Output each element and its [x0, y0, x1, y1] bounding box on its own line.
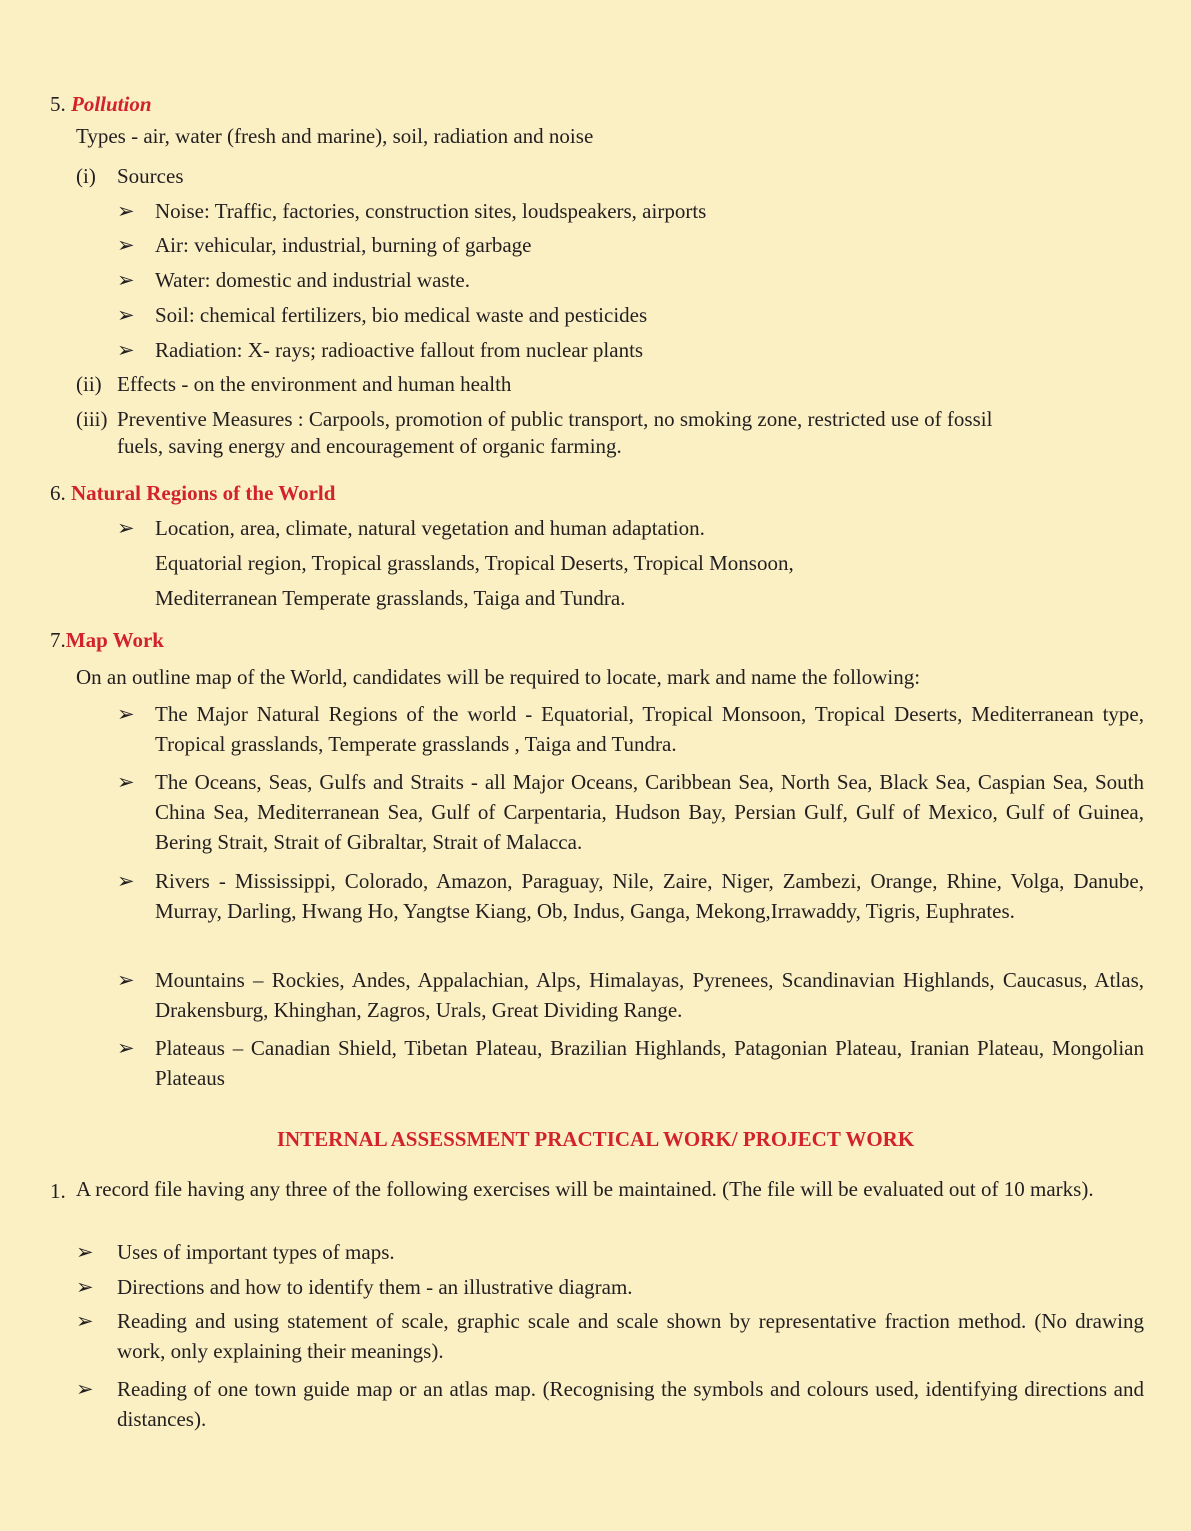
arrow-bullet-icon: ➢: [117, 516, 135, 540]
list-item-text: Rivers - Mississippi, Colorado, Amazon, Paraguay, Nile, Zaire, Niger, Zambezi, Orange, Rhine, Volga, Danube, Murray, Darling, Hwang Ho, Yangtse Kiang, Ob, Indus, Ganga, Mekong,Irrawaddy, Tigris, Euphrates.: [155, 869, 1144, 923]
internal-item-number: 1.: [50, 1179, 66, 1203]
list-item: [76, 1237, 395, 1267]
list-item: [76, 1374, 1144, 1434]
list-item-text: Directions and how to identify them - an illustrative diagram.: [117, 1275, 633, 1299]
list-item: [117, 300, 647, 330]
arrow-bullet-icon: ➢: [117, 199, 135, 223]
arrow-bullet-icon: ➢: [76, 1377, 94, 1401]
regions-line-2: Equatorial region, Tropical grasslands, Tropical Deserts, Tropical Monsoon,: [155, 551, 794, 575]
sec7-heading: [50, 625, 164, 655]
sec6-title: Natural Regions of the World: [71, 481, 336, 505]
list-item-text: The Oceans, Seas, Gulfs and Straits - all Major Oceans, Caribbean Sea, North Sea, Black Sea, Caspian Sea, South China Sea, Mediterranean Sea, Gulf of Carpentaria, Hudson Bay, Persian Gulf, Gulf of Mexico, Gulf of Guinea, Bering Strait, Strait of Gibraltar, Strait of Malacca.: [155, 770, 1144, 854]
effects-text: Effects - on the environment and human health: [117, 372, 512, 396]
sec5-sources-heading: [76, 161, 184, 191]
sec5-number: 5.: [50, 92, 66, 116]
list-item-text: Noise: Traffic, factories, construction sites, loudspeakers, airports: [155, 199, 707, 223]
list-item-text: Plateaus – Canadian Shield, Tibetan Plateau, Brazilian Highlands, Patagonian Plateau, Iranian Plateau, Mongolian Plateaus: [155, 1036, 1144, 1090]
arrow-bullet-icon: ➢: [117, 869, 135, 893]
sec5-heading: [50, 89, 152, 119]
sec7-title: Map Work: [65, 628, 164, 652]
roman-ii-label: (ii): [76, 372, 102, 396]
arrow-bullet-icon: ➢: [117, 268, 135, 292]
list-item: [117, 335, 643, 365]
sec7-number: 7.: [50, 628, 66, 652]
arrow-bullet-icon: ➢: [117, 702, 135, 726]
list-item: [117, 265, 470, 295]
arrow-bullet-icon: ➢: [76, 1275, 94, 1299]
arrow-bullet-icon: ➢: [76, 1309, 94, 1333]
list-item-text: Soil: chemical fertilizers, bio medical waste and pesticides: [155, 303, 648, 327]
list-item-text: The Major Natural Regions of the world - Equatorial, Tropical Monsoon, Tropical Deserts, Mediterranean type, Tropical grasslands, Temperate grasslands , Taiga and Tundra.: [155, 702, 1144, 756]
list-item-text: Water: domestic and industrial waste.: [155, 268, 470, 292]
sec6-heading: [50, 478, 335, 508]
list-item: [76, 1272, 633, 1302]
sec6-number: 6.: [50, 481, 66, 505]
internal-item-text: A record file having any three of the following exercises will be maintained. (The file will be evaluated out of 10 marks).: [76, 1177, 1094, 1201]
arrow-bullet-icon: ➢: [117, 303, 135, 327]
list-item-text: Reading and using statement of scale, graphic scale and scale shown by representative fraction method. (No drawing work, only explaining their meanings).: [117, 1309, 1144, 1363]
arrow-bullet-icon: ➢: [117, 338, 135, 362]
sec5-types: Types - air, water (fresh and marine), soil, radiation and noise: [76, 124, 594, 148]
list-item: [117, 699, 1144, 759]
arrow-bullet-icon: ➢: [117, 770, 135, 794]
list-item: [117, 866, 1144, 926]
arrow-bullet-icon: ➢: [117, 968, 135, 992]
list-item-text: Reading of one town guide map or an atlas map. (Recognising the symbols and colours used, identifying directions and distances).: [117, 1377, 1144, 1431]
sec5-effects: [76, 369, 511, 399]
list-item-text: Air: vehicular, industrial, burning of garbage: [155, 233, 532, 257]
list-item: [117, 196, 706, 226]
list-item: [117, 965, 1144, 1025]
sources-label: Sources: [117, 164, 184, 188]
list-item: [76, 1306, 1144, 1366]
roman-iii-label: (iii): [76, 407, 108, 431]
list-item-text: Uses of important types of maps.: [117, 1240, 395, 1264]
list-item: [117, 230, 531, 260]
sec5-title: Pollution: [71, 92, 152, 116]
list-item: [117, 1033, 1144, 1093]
list-item: [117, 513, 705, 543]
internal-assessment-heading: INTERNAL ASSESSMENT PRACTICAL WORK/ PROJECT WORK: [276, 1127, 915, 1151]
regions-line-3: Mediterranean Temperate grasslands, Taiga and Tundra.: [155, 586, 626, 610]
arrow-bullet-icon: ➢: [76, 1240, 94, 1264]
preventive-line-2: fuels, saving energy and encouragement of organic farming.: [117, 434, 622, 458]
list-item: [117, 767, 1144, 857]
arrow-bullet-icon: ➢: [117, 233, 135, 257]
internal-item-1: [50, 1176, 1144, 1206]
list-item-text: Radiation: X- rays; radioactive fallout from nuclear plants: [155, 338, 644, 362]
list-item-text: Mountains – Rockies, Andes, Appalachian, Alps, Himalayas, Pyrenees, Scandinavian Highlands, Caucasus, Atlas, Drakensburg, Khinghan, Zagros, Urals, Great Dividing Range.: [155, 968, 1144, 1022]
sec5-preventive: [76, 404, 992, 434]
map-work-intro: On an outline map of the World, candidates will be required to locate, mark and name the following:: [76, 665, 921, 689]
list-item-text: Location, area, climate, natural vegetation and human adaptation.: [155, 516, 705, 540]
roman-i-label: (i): [76, 164, 96, 188]
arrow-bullet-icon: ➢: [117, 1036, 135, 1060]
preventive-line-1: Preventive Measures : Carpools, promotion of public transport, no smoking zone, restricted use of fossil: [117, 407, 993, 431]
